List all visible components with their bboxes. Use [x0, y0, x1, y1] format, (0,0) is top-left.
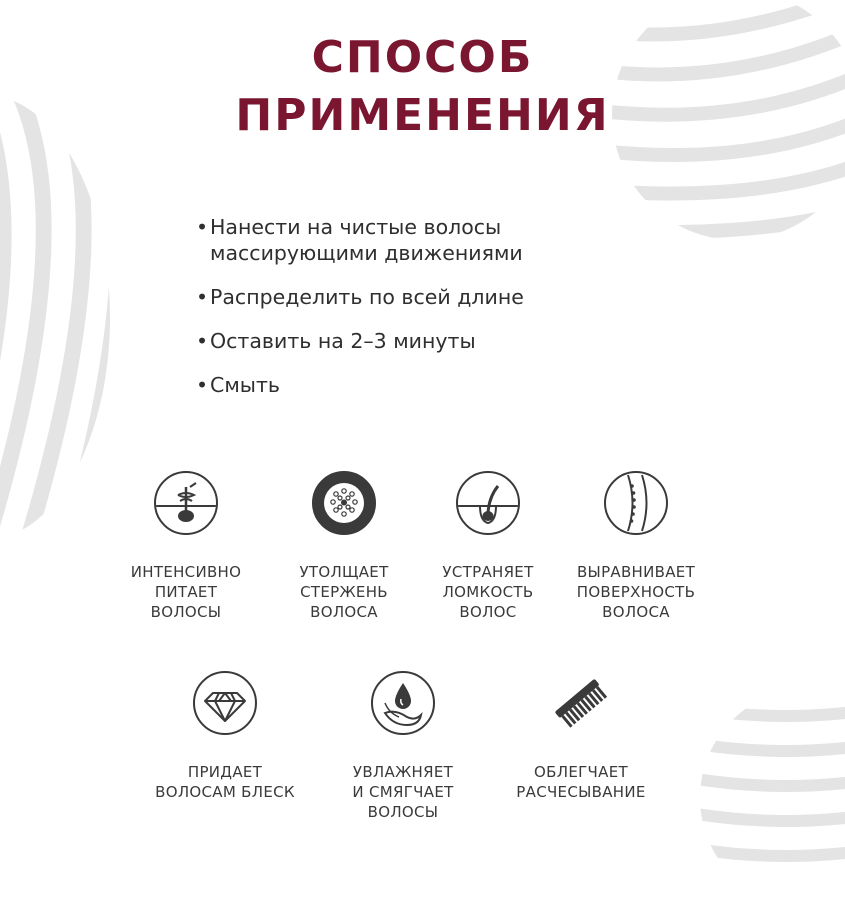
- bullet: •: [196, 373, 209, 397]
- feature-label: УТОЛЩАЕТ: [299, 563, 389, 581]
- decorative-sphere-bottom-right: [700, 688, 845, 908]
- step-text: Оставить на 2–3 минуты: [210, 329, 476, 353]
- application-steps-list: [196, 214, 524, 416]
- feature-label: ОБЛЕГЧАЕТ: [534, 763, 628, 781]
- step-text: массирующими движениями: [210, 241, 523, 265]
- feature-label: ВОЛОСЫ: [367, 803, 439, 821]
- feature-label: ВОЛОСАМ БЛЕСК: [155, 783, 295, 801]
- feature-nourish: [101, 471, 271, 622]
- feature-label: ПРИДАЕТ: [187, 763, 263, 781]
- hair-shaft-thicken-icon: [312, 471, 376, 535]
- feature-label: ВЫРАВНИВАЕТ: [576, 563, 696, 581]
- diamond-shine-icon: [193, 671, 257, 735]
- feature-label: ПИТАЕТ: [154, 583, 218, 601]
- bullet: •: [196, 285, 209, 309]
- decorative-sphere-left: [0, 95, 110, 540]
- feature-label: ВОЛОС: [459, 603, 517, 621]
- feature-label: СТЕРЖЕНЬ: [300, 583, 388, 601]
- feature-label: ЛОМКОСТЬ: [442, 583, 534, 601]
- step-item: [196, 372, 524, 398]
- step-item: [196, 214, 524, 266]
- comb-icon: [549, 671, 613, 735]
- step-item: [196, 328, 524, 354]
- feature-label: ВОЛОСА: [602, 603, 670, 621]
- hair-surface-smooth-icon: [604, 471, 668, 535]
- feature-label: И СМЯГЧАЕТ: [352, 783, 454, 801]
- bullet: •: [196, 329, 209, 353]
- step-text: Смыть: [210, 373, 280, 397]
- feature-shine: [140, 671, 310, 802]
- feature-label: РАСЧЕСЫВАНИЕ: [516, 783, 646, 801]
- feature-moisture: [318, 671, 488, 822]
- step-text: Распределить по всей длине: [210, 285, 524, 309]
- feature-label: ПОВЕРХНОСТЬ: [576, 583, 696, 601]
- feature-smooth: [551, 471, 721, 622]
- feature-label: ИНТЕНСИВНО: [130, 563, 242, 581]
- feature-label: ВОЛОСА: [310, 603, 378, 621]
- feature-detangle: [496, 671, 666, 802]
- feature-label: УВЛАЖНЯЕТ: [352, 763, 454, 781]
- bullet: •: [196, 215, 209, 239]
- feature-strength: [403, 471, 573, 622]
- page-title-line-1: СПОСОБ: [311, 32, 534, 83]
- moisture-drop-icon: [371, 671, 435, 735]
- feature-label: УСТРАНЯЕТ: [442, 563, 534, 581]
- page-title-line-2: ПРИМЕНЕНИЯ: [235, 90, 610, 141]
- hair-follicle-nourish-icon: [154, 471, 218, 535]
- feature-label: ВОЛОСЫ: [150, 603, 222, 621]
- step-item: [196, 284, 524, 310]
- step-text: Нанести на чистые волосы: [210, 215, 502, 239]
- hair-root-strength-icon: [456, 471, 520, 535]
